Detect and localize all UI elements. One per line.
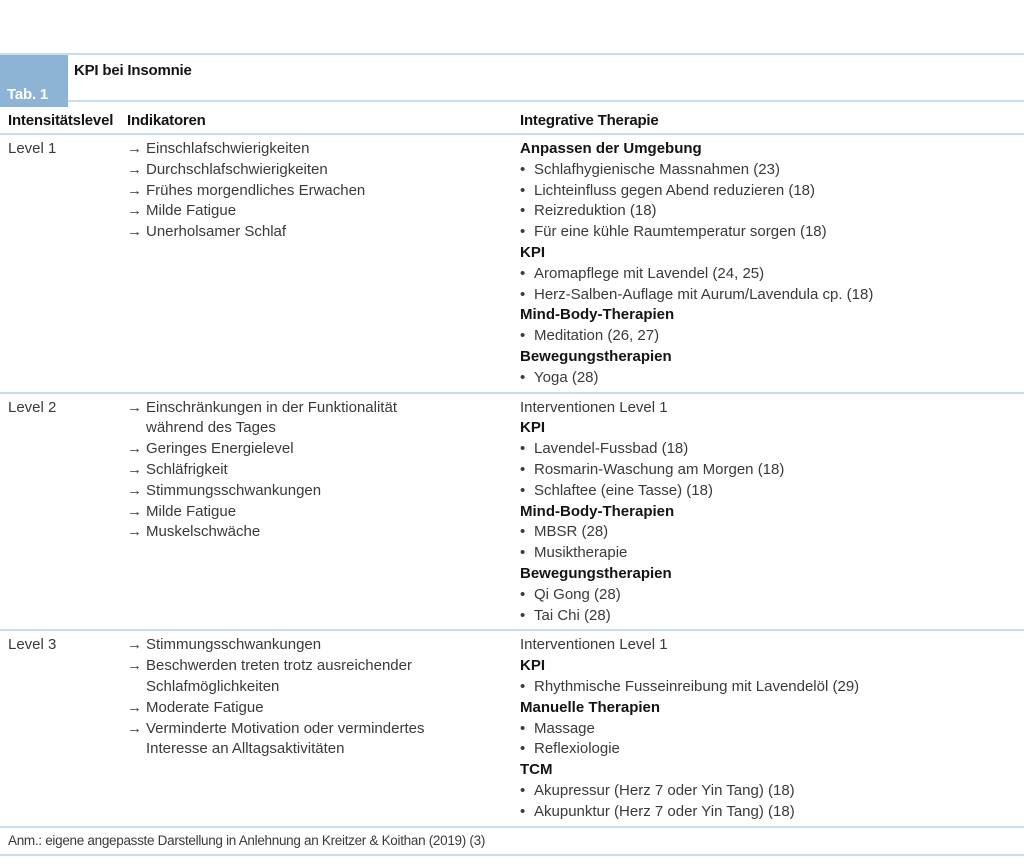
arrow-icon: → (127, 523, 142, 541)
list-item-text: KPI (520, 657, 546, 675)
bullet-icon: • (520, 160, 526, 178)
list-item (520, 543, 1014, 564)
bullet-icon: • (520, 677, 526, 695)
list-item-text: Reflexiologie (534, 740, 620, 758)
list-item (127, 181, 442, 202)
list-item (127, 222, 442, 243)
arrow-icon: → (127, 181, 142, 199)
list-item (520, 606, 1014, 627)
bullet-icon: • (520, 719, 526, 737)
table-title: KPI bei Insomnie (74, 62, 192, 79)
list-item-text: Bewegungstherapien (520, 564, 672, 582)
list-item-text: Tai Chi (28) (534, 606, 611, 624)
list-item-text: Verminderte Motivation oder vermindertes Interesse an Alltagsaktivitäten (146, 719, 425, 758)
list-item (520, 305, 1014, 326)
list-item (520, 635, 1014, 656)
arrow-icon: → (127, 160, 142, 178)
bullet-icon: • (520, 285, 526, 303)
arrow-icon: → (127, 440, 142, 458)
indicators-cell (127, 139, 520, 389)
list-item (127, 698, 442, 719)
list-item-text: Manuelle Therapien (520, 698, 661, 716)
list-item-text: Unerholsamer Schlaf (146, 223, 287, 241)
list-item (520, 326, 1014, 347)
list-item (520, 677, 1014, 698)
column-header-indikatoren: Indikatoren (127, 112, 206, 129)
list-item-text: Akupunktur (Herz 7 oder Yin Tang) (18) (534, 802, 795, 820)
list-item-text: Akupressur (Herz 7 oder Yin Tang) (18) (534, 781, 795, 799)
list-item-text: TCM (520, 761, 553, 779)
list-item (520, 222, 1014, 243)
list-item-text: Schläfrigkeit (146, 460, 228, 478)
list-item (127, 460, 442, 481)
list-item-text: Lavendel-Fussbad (18) (534, 440, 689, 458)
list-item-text: Geringes Energielevel (146, 440, 294, 458)
list-item (520, 585, 1014, 606)
table-number-box (0, 55, 68, 107)
bullet-icon: • (520, 802, 526, 820)
list-item (520, 139, 1014, 160)
list-item-text: MBSR (28) (534, 523, 609, 541)
arrow-icon: → (127, 202, 142, 220)
bullet-icon: • (520, 781, 526, 799)
list-item (127, 160, 442, 181)
list-item (127, 719, 442, 761)
list-item-text: KPI (520, 243, 546, 261)
bullet-icon: • (520, 481, 526, 499)
list-item-text: Herz-Salben-Auflage mit Aurum/Lavendula cp. (18) (534, 285, 874, 303)
table-row (0, 631, 1024, 827)
level-cell: Level 1 (8, 140, 57, 157)
list-item-text: KPI (520, 419, 546, 437)
list-item (520, 285, 1014, 306)
list-item-text: Interventionen Level 1 (520, 636, 668, 654)
list-item-text: Reizreduktion (18) (534, 202, 657, 220)
list-item (520, 201, 1014, 222)
list-item-text: Lichteinfluss gegen Abend reduzieren (18) (534, 181, 816, 199)
list-item-text: Musiktherapie (534, 544, 628, 562)
table-row (0, 394, 1024, 632)
bullet-icon: • (520, 202, 526, 220)
bullet-icon: • (520, 460, 526, 478)
list-item (520, 439, 1014, 460)
bullet-icon: • (520, 523, 526, 541)
list-item-text: Durchschlafschwierigkeiten (146, 160, 328, 178)
list-item-text: Schlaftee (eine Tasse) (18) (534, 481, 713, 499)
column-header-intensitaetslevel: Intensitätslevel (8, 112, 114, 129)
bullet-icon: • (520, 544, 526, 562)
list-item-text: Schlafhygienische Massnahmen (23) (534, 160, 780, 178)
list-item (520, 398, 1014, 419)
bullet-icon: • (520, 223, 526, 241)
list-item (520, 564, 1014, 585)
list-item-text: Mind-Body-Therapien (520, 502, 675, 520)
list-item (520, 719, 1014, 740)
bullet-icon: • (520, 585, 526, 603)
column-header-integrative-therapie: Integrative Therapie (520, 112, 659, 129)
arrow-icon: → (127, 223, 142, 241)
list-item (520, 418, 1014, 439)
therapies-cell (520, 635, 1024, 822)
list-item (520, 347, 1014, 368)
list-item-text: Milde Fatigue (146, 502, 237, 520)
list-item (127, 398, 442, 440)
list-item (127, 439, 442, 460)
list-item (127, 522, 442, 543)
arrow-icon: → (127, 481, 142, 499)
list-item-text: Mind-Body-Therapien (520, 306, 675, 324)
indicators-cell (127, 398, 520, 627)
list-item (520, 656, 1014, 677)
list-item-text: Milde Fatigue (146, 202, 237, 220)
list-item (127, 656, 442, 698)
bullet-icon: • (520, 740, 526, 758)
arrow-icon: → (127, 398, 142, 416)
therapies-cell (520, 139, 1024, 389)
list-item-text: Stimmungsschwankungen (146, 481, 322, 499)
list-item (520, 739, 1014, 760)
list-item (520, 502, 1014, 523)
table-header-block (0, 55, 1024, 107)
indicators-cell (127, 635, 520, 822)
bullet-icon: • (520, 368, 526, 386)
list-item (520, 698, 1014, 719)
list-item-text: Muskelschwäche (146, 523, 261, 541)
list-item-text: Aromapflege mit Lavendel (24, 25) (534, 264, 765, 282)
list-item (520, 781, 1014, 802)
table-sheet (0, 53, 1024, 856)
list-item-text: Einschränkungen in der Funktionalität während des Tages (146, 398, 397, 437)
table-row (0, 135, 1024, 394)
list-item-text: Stimmungsschwankungen (146, 636, 322, 654)
list-item (127, 481, 442, 502)
therapies-cell (520, 398, 1024, 627)
footnote-row (0, 828, 1024, 856)
list-item (520, 481, 1014, 502)
list-item-text: Interventionen Level 1 (520, 398, 668, 416)
list-item-text: Rhythmische Fusseinreibung mit Lavendelöl (29) (534, 677, 860, 695)
footnote-text: Anm.: eigene angepasste Darstellung in Anlehnung an Kreitzer & Koithan (2019) (3) (8, 833, 486, 848)
list-item (127, 201, 442, 222)
column-header-row (0, 107, 1024, 135)
bullet-icon: • (520, 440, 526, 458)
list-item (520, 802, 1014, 823)
list-item (520, 368, 1014, 389)
list-item-text: Bewegungstherapien (520, 347, 672, 365)
list-item-text: Einschlafschwierigkeiten (146, 140, 310, 157)
bullet-icon: • (520, 181, 526, 199)
list-item (520, 522, 1014, 543)
arrow-icon: → (127, 636, 142, 654)
list-item (127, 635, 442, 656)
level-cell: Level 2 (8, 398, 57, 416)
list-item-text: Qi Gong (28) (534, 585, 621, 603)
list-item-text: Rosmarin-Waschung am Morgen (18) (534, 460, 785, 478)
list-item-text: Moderate Fatigue (146, 698, 264, 716)
list-item (520, 264, 1014, 285)
list-item-text: Beschwerden treten trotz ausreichender Schlafmöglichkeiten (146, 657, 412, 695)
list-item-text: Massage (534, 719, 595, 737)
arrow-icon: → (127, 140, 142, 157)
bullet-icon: • (520, 327, 526, 345)
bullet-icon: • (520, 264, 526, 282)
arrow-icon: → (127, 719, 142, 737)
arrow-icon: → (127, 502, 142, 520)
table-body (0, 135, 1024, 828)
list-item (520, 243, 1014, 264)
arrow-icon: → (127, 698, 142, 716)
table-number-label: Tab. 1 (7, 86, 49, 103)
list-item (127, 139, 442, 160)
arrow-icon: → (127, 657, 142, 675)
list-item-text: Anpassen der Umgebung (520, 140, 702, 157)
list-item (127, 502, 442, 523)
arrow-icon: → (127, 460, 142, 478)
list-item (520, 181, 1014, 202)
bullet-icon: • (520, 606, 526, 624)
list-item (520, 160, 1014, 181)
list-item (520, 460, 1014, 481)
list-item-text: Für eine kühle Raumtemperatur sorgen (18) (534, 223, 827, 241)
table-title-area (68, 55, 1024, 102)
list-item-text: Yoga (28) (534, 368, 599, 386)
level-cell: Level 3 (8, 636, 57, 654)
list-item-text: Frühes morgendliches Erwachen (146, 181, 366, 199)
list-item (520, 760, 1014, 781)
list-item-text: Meditation (26, 27) (534, 327, 660, 345)
